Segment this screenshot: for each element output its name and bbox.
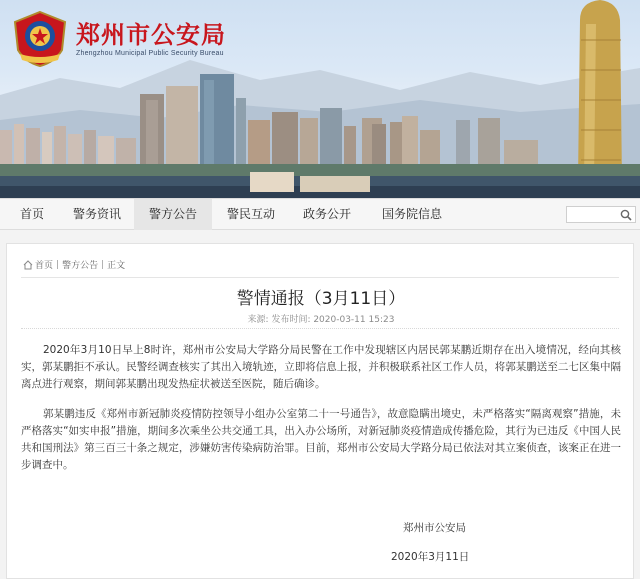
site-title: 郑州市公安局 (76, 21, 226, 49)
breadcrumb-separator: | (56, 259, 60, 270)
home-icon (23, 260, 33, 270)
breadcrumb-home[interactable]: 首页 (35, 261, 54, 271)
article-title: 警情通报（3月11日） (236, 289, 406, 309)
breadcrumb-separator: | (101, 259, 105, 270)
nav-item-home[interactable]: 首页 (19, 207, 44, 221)
breadcrumb-section[interactable]: 警方公告 (62, 261, 99, 271)
header-banner (0, 0, 640, 198)
nav-item-state-council-info[interactable]: 国务院信息 (381, 207, 442, 221)
signature-date: 2020年3月11日 (391, 551, 470, 563)
police-emblem-icon (10, 10, 70, 68)
nav-item-police-news[interactable]: 警务资讯 (72, 207, 121, 221)
main-nav (0, 198, 640, 230)
breadcrumb (23, 258, 125, 271)
search-input[interactable] (566, 206, 636, 223)
nav-item-police-public-interaction[interactable]: 警民互动 (226, 207, 275, 221)
article-meta: 来源: 发布时间: 2020-03-11 15:23 (247, 315, 395, 325)
nav-item-government-affairs[interactable]: 政务公开 (302, 207, 351, 221)
breadcrumb-current: 正文 (107, 261, 126, 271)
article-paragraph: 郭某鹏违反《郑州市新冠肺炎疫情防控领导小组办公室第二十一号通告》，故意隐瞒出境史，未严格落实“隔离观察”措施，未严格落实“如实申报”措施，期间多次乘坐公共交通工具，出入办公场所，对新冠肺炎疫情造成传播危险，其行为已违反《中国人民共和国刑法》第三百三十条之规定，涉嫌妨害传染病防治罪。目前，郑州市公安局大学路分局已依法对其立案侦查，该案正在进一步调查中。 (21, 408, 621, 471)
divider (21, 328, 619, 329)
site-logo[interactable] (10, 10, 226, 68)
search-icon[interactable] (620, 209, 632, 221)
divider (21, 277, 619, 278)
signature-org: 郑州市公安局 (403, 522, 466, 534)
nav-item-police-notices[interactable]: 警方公告 (134, 199, 212, 230)
article-card (6, 243, 634, 579)
site-subtitle: Zhengzhou Municipal Public Security Bureau (76, 50, 224, 57)
article-paragraph: 2020年3月10日早上8时许，郑州市公安局大学路分局民警在工作中发现辖区内居民郭某鹏近期存在出入境情况，经向其核实，郭某鹏拒不承认。民警经调查核实了其出入境轨迹，立即将信息上报，并积极联系社区工作人员，将郭某鹏送至二七区集中隔离点进行观察，期间郭某鹏出现发热症状被送至医院，随后确诊。 (21, 344, 621, 390)
